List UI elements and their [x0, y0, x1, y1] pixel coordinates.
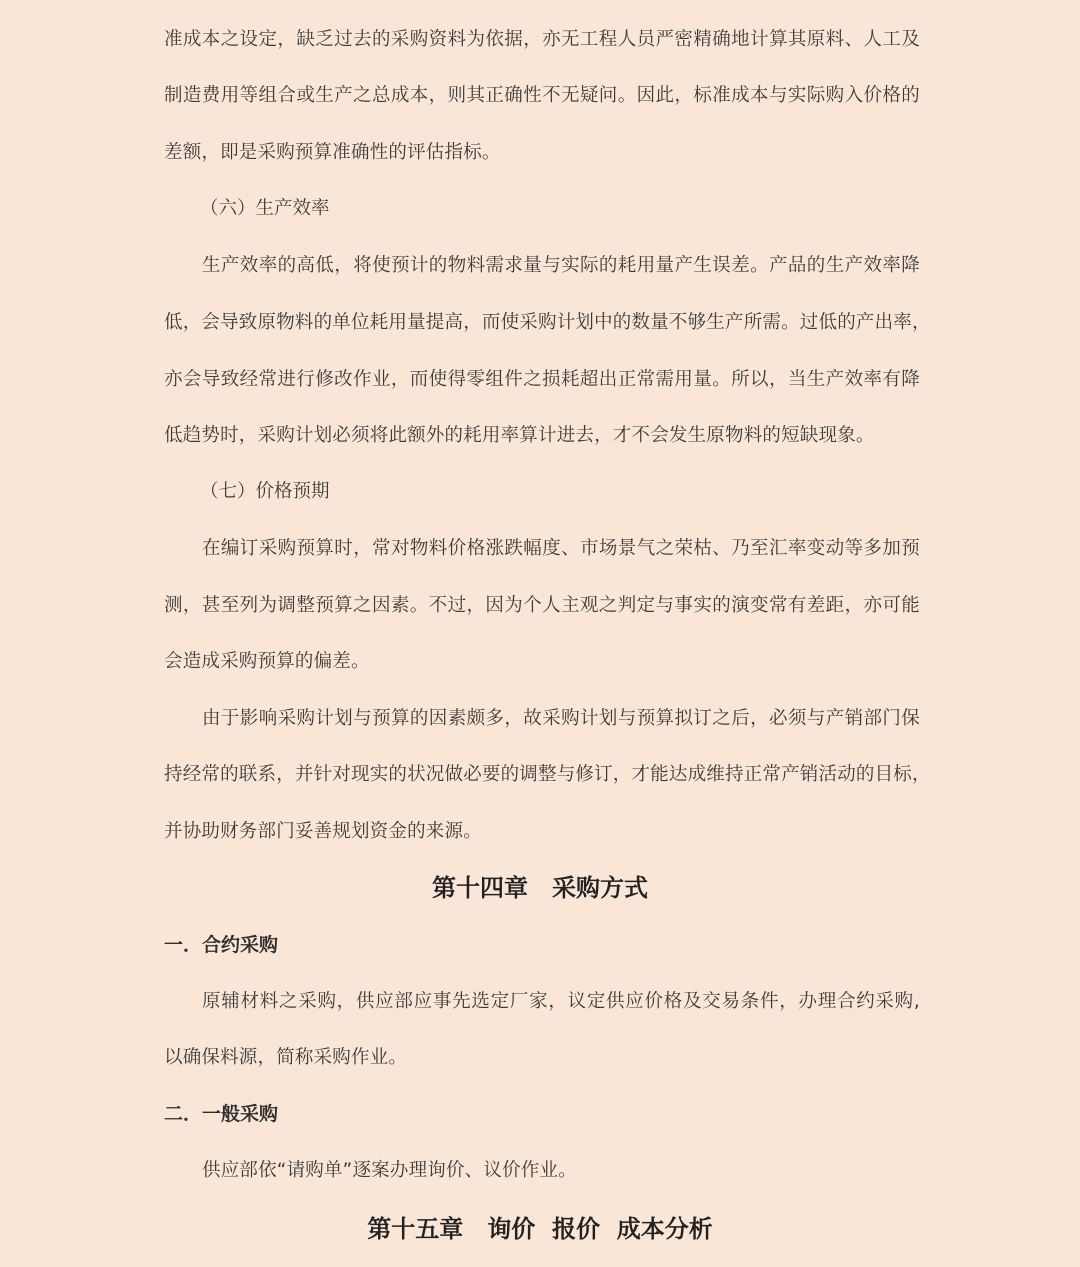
paragraph-line: 生产效率的高低，将使预计的物料需求量与实际的耗用量产生误差。产品的生产效率降	[202, 255, 920, 276]
chapter-title-14: 第十四章 采购方式	[432, 874, 648, 902]
paragraph-line: 原辅材料之采购，供应部应事先选定厂家，议定供应价格及交易条件，办理合约采购,	[202, 991, 920, 1012]
paragraph-line: 会造成采购预算的偏差。	[164, 651, 370, 672]
paragraph-line: 准成本之设定，缺乏过去的采购资料为依据，亦无工程人员严密精确地计算其原料、人工及	[164, 29, 920, 50]
paragraph-general-purchase	[164, 1157, 920, 1187]
paragraph-line: 持经常的联系，并针对现实的状况做必要的调整与修订，才能达成维持正常产销活动的目标，	[164, 764, 931, 785]
section-heading-contract-purchase: 一．合约采购	[164, 934, 279, 956]
paragraph-line: 并协助财务部门妥善规划资金的来源。	[164, 821, 482, 842]
paragraph-line: 以确保料源，简称采购作业。	[164, 1047, 408, 1068]
subheading-production-efficiency: （六）生产效率	[200, 198, 330, 219]
chapter-title-15: 第十五章 询价 报价 成本分析	[367, 1215, 713, 1243]
paragraph-line: 低趋势时，采购计划必须将此额外的耗用率算计进去，才不会发生原物料的短缺现象。	[164, 425, 875, 446]
paragraph-line: 由于影响采购计划与预算的因素颇多，故采购计划与预算拟订之后，必须与产销部门保	[202, 708, 920, 729]
paragraph-line: 低，会导致原物料的单位耗用量提高，而使采购计划中的数量不够生产所需。过低的产出率，	[164, 312, 931, 333]
paragraph-line: 差额，即是采购预算准确性的评估指标。	[164, 142, 501, 163]
paragraph-line: 在编订采购预算时，常对物料价格涨跌幅度、市场景气之荣枯、乃至汇率变动等多加预	[202, 538, 920, 559]
paragraph-line: 供应部依“请购单”逐案办理询价、议价作业。	[202, 1160, 577, 1181]
subheading-price-expectation: （七）价格预期	[200, 481, 330, 502]
paragraph-production-efficiency	[164, 252, 931, 462]
section-heading-general-purchase: 二．一般采购	[164, 1103, 279, 1125]
paragraph-price-expectation	[164, 535, 920, 685]
paragraph-line: 亦会导致经常进行修改作业，而使得零组件之损耗超出正常需用量。所以，当生产效率有降	[164, 369, 920, 390]
paragraph-plan-adjustment	[164, 705, 931, 855]
paragraph-standard-cost	[164, 26, 920, 176]
paragraph-contract-purchase	[164, 988, 920, 1078]
paragraph-line: 测，甚至列为调整预算之因素。不过，因为个人主观之判定与事实的演变常有差距，亦可能	[164, 595, 920, 616]
paragraph-line: 制造费用等组合或生产之总成本，则其正确性不无疑问。因此，标准成本与实际购入价格的	[164, 85, 920, 106]
